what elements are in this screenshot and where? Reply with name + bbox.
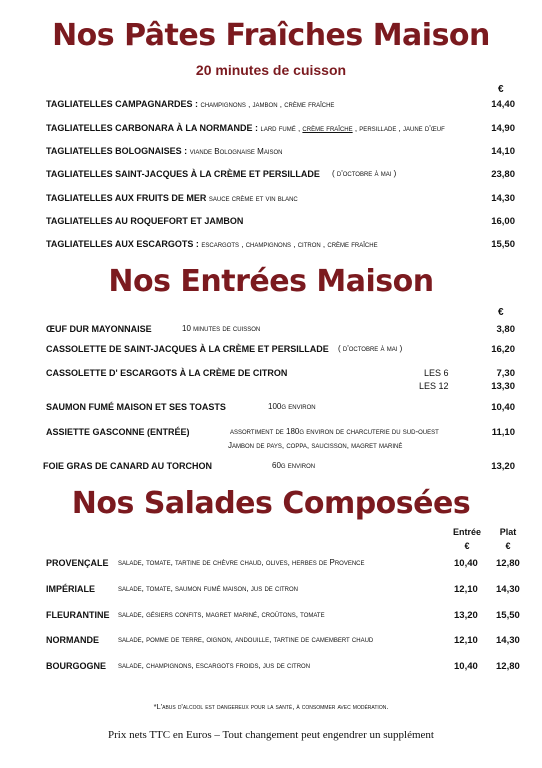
item-price: 14,90	[491, 123, 515, 134]
menu-item	[0, 123, 542, 137]
item-name-line: TAGLIATELLES AUX FRUITS DE MER sauce crème et vin blanc	[46, 193, 298, 203]
menu-item	[0, 402, 542, 416]
item-note: assortiment de 180g environ de charcuterie du sud-ouest	[230, 427, 439, 436]
item-price: 14,10	[491, 146, 515, 157]
item-price-entree: 10,40	[454, 558, 478, 569]
menu-item	[0, 584, 542, 598]
menu-item	[0, 169, 542, 183]
item-note: 10 minutes de cuisson	[182, 324, 261, 333]
item-price-12: 13,30	[491, 381, 515, 392]
pates-currency: €	[498, 84, 504, 95]
menu-item	[0, 146, 542, 160]
alcohol-footnote: *L'abus d'alcool est dangereux pour la santé, à consommer avec modération.	[153, 702, 389, 711]
item-price: 14,40	[491, 99, 515, 110]
item-description: sauce crème et vin blanc	[208, 194, 298, 203]
item-name: CASSOLETTE D' ESCARGOTS À LA CRÈME DE CITRON	[46, 368, 288, 378]
item-price-plat: 15,50	[496, 610, 520, 621]
menu-item	[0, 558, 542, 572]
item-description: lard fumé , crème fraîche , persillade , jaune d'œuf	[260, 124, 445, 133]
item-qty-6: LES 6	[424, 368, 449, 378]
item-note: 60g environ	[272, 461, 316, 470]
item-price-plat: 14,30	[496, 584, 520, 595]
item-season-note: ( d'octobre à mai )	[338, 344, 403, 353]
menu-item	[0, 461, 542, 475]
item-price-plat: 14,30	[496, 635, 520, 646]
item-price-entree: 10,40	[454, 661, 478, 672]
item-price: 13,20	[491, 461, 515, 472]
pates-title: Nos Pâtes Fraîches Maison	[52, 18, 490, 53]
menu-item	[0, 193, 542, 207]
item-name: BOURGOGNE	[46, 661, 107, 671]
item-name: NORMANDE	[46, 635, 99, 645]
menu-item-variant	[0, 381, 542, 395]
menu-item	[0, 239, 542, 253]
menu-item	[0, 344, 542, 358]
item-name: FOIE GRAS DE CANARD AU TORCHON	[43, 461, 213, 471]
entrees-title: Nos Entrées Maison	[108, 264, 434, 299]
item-price: 14,30	[491, 193, 515, 204]
item-description: viande Bolognaise Maison	[189, 147, 283, 156]
item-price-entree: 13,20	[454, 610, 478, 621]
item-price-entree: 12,10	[454, 635, 478, 646]
menu-item	[0, 216, 542, 230]
item-name-line: TAGLIATELLES CARBONARA À LA NORMANDE : lard fumé , crème fraîche , persillade , jaune d'œuf	[46, 123, 445, 133]
menu-item	[0, 368, 542, 382]
item-description: champignons , jambon , crème fraîche	[200, 100, 335, 109]
menu-item	[0, 324, 542, 338]
menu-item	[0, 610, 542, 624]
item-name-line: TAGLIATELLES AUX ESCARGOTS : escargots , champignons , citron , crème fraîche	[46, 239, 378, 249]
entrees-currency: €	[498, 307, 504, 318]
item-name: FLEURANTINE	[46, 610, 110, 620]
item-name-line: TAGLIATELLES BOLOGNAISES : viande Bolognaise Maison	[46, 146, 283, 156]
item-price-plat: 12,80	[496, 661, 520, 672]
item-name-line: TAGLIATELLES CAMPAGNARDES : champignons , jambon , crème fraîche	[46, 99, 335, 109]
item-name: CASSOLETTE DE SAINT-JACQUES À LA CRÈME ET PERSILLADE	[46, 344, 329, 354]
menu-item	[0, 635, 542, 649]
item-name: TAGLIATELLES AU ROQUEFORT ET JAMBON	[46, 216, 244, 226]
item-price: 16,20	[491, 344, 515, 355]
item-price-entree: 12,10	[454, 584, 478, 595]
item-price: 16,00	[491, 216, 515, 227]
item-description: salade, tomate, saumon fumé maison, jus de citron	[118, 584, 299, 593]
menu-item	[0, 99, 542, 113]
menu-item	[0, 427, 542, 441]
item-note: 100g environ	[268, 402, 316, 411]
item-description: salade, champignons, escargots froids, jus de citron	[118, 661, 311, 670]
item-name: SAUMON FUMÉ MAISON ET SES TOASTS	[46, 402, 226, 412]
item-description: salade, gésiers confits, magret mariné, croûtons, tomate	[118, 610, 325, 619]
column-currency-plat: €	[505, 541, 511, 551]
column-currency-entree: €	[464, 541, 470, 551]
item-price-plat: 12,80	[496, 558, 520, 569]
item-season-note: ( d'octobre à mai )	[332, 169, 397, 178]
item-description: salade, pomme de terre, oignon, andouille, tartine de camembert chaud	[118, 635, 374, 644]
column-header-entree: Entrée	[452, 527, 481, 537]
item-name: PROVENÇALE	[46, 558, 109, 568]
column-header-plat: Plat	[499, 527, 517, 537]
menu-item	[0, 661, 542, 675]
item-price-6: 7,30	[496, 368, 515, 379]
salades-title: Nos Salades Composées	[71, 486, 471, 521]
item-qty-12: LES 12	[419, 381, 449, 391]
item-note: Jambon de pays, coppa, saucisson, magret mariné	[228, 441, 403, 450]
item-price: 15,50	[491, 239, 515, 250]
item-price: 10,40	[491, 402, 515, 413]
item-name: IMPÉRIALE	[46, 584, 96, 594]
item-name: TAGLIATELLES SAINT-JACQUES À LA CRÈME ET PERSILLADE	[46, 169, 320, 179]
item-price: 3,80	[496, 324, 515, 335]
price-footer: Prix nets TTC en Euros – Tout changement peut engendrer un supplément	[107, 729, 434, 741]
item-description: escargots , champignons , citron , crème fraîche	[201, 240, 378, 249]
item-name: ASSIETTE GASCONNE (ENTRÉE)	[46, 427, 190, 437]
item-price: 11,10	[491, 427, 515, 438]
pates-subtitle: 20 minutes de cuisson	[195, 62, 347, 78]
menu-item-detail	[0, 441, 542, 455]
item-price: 23,80	[491, 169, 515, 180]
item-description: salade, tomate, tartine de chèvre chaud, olives, herbes de Provence	[118, 558, 365, 567]
item-name: ŒUF DUR MAYONNAISE	[46, 324, 152, 334]
